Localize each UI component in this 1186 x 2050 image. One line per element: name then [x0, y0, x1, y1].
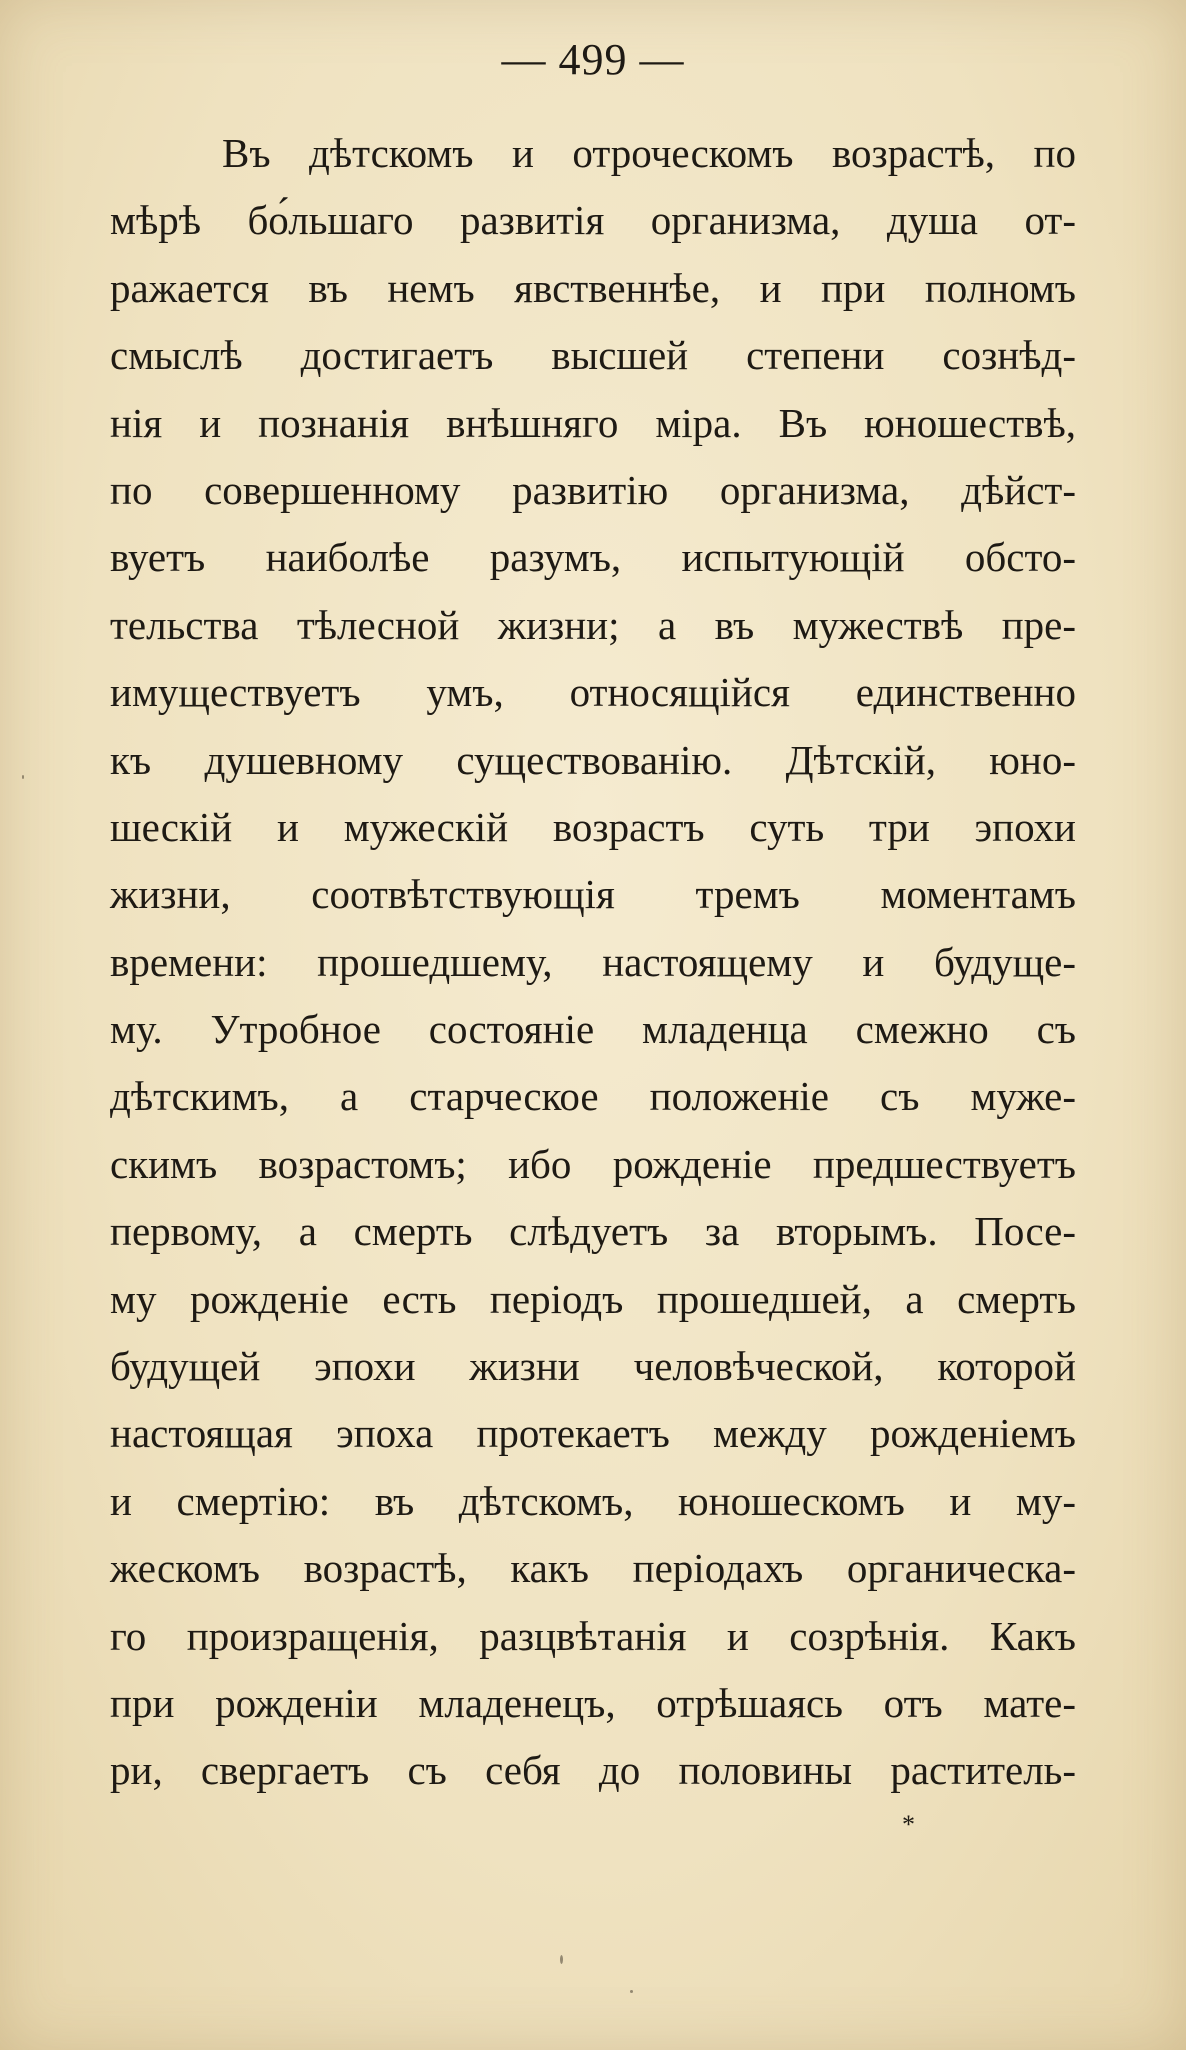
text-line: му. Утробное состояніе младенца смежно съ	[110, 1006, 1076, 1053]
text-line: жизни, соотвѣтствующія тремъ моментамъ	[110, 871, 1076, 918]
text-line: скимъ возрастомъ; ибо рожденіе предшествуетъ	[110, 1140, 1076, 1187]
text-line: дѣтскимъ, а старческое положеніе съ муже-	[110, 1073, 1076, 1120]
text-line: смыслѣ достигаетъ высшей степени сознѣд-	[110, 332, 1076, 379]
text-line: нія и познанія внѣшняго міра. Въ юношествѣ,	[110, 399, 1076, 446]
text-line: имуществуетъ умъ, относящійся единственно	[110, 669, 1076, 716]
text-line: и смертію: въ дѣтскомъ, юношескомъ и му-	[110, 1477, 1076, 1524]
paper-speck	[630, 1990, 633, 1993]
text-line: времени: прошедшему, настоящему и будуще-	[110, 938, 1076, 985]
text-line: мѣрѣ бо́льшаго развитія организма, душа от-	[110, 197, 1076, 244]
text-line: настоящая эпоха протекаетъ между рожденіемъ	[110, 1410, 1076, 1457]
text-line: му рожденіе есть періодъ прошедшей, а смерть	[110, 1275, 1076, 1322]
text-line: ри, свергаетъ съ себя до половины раститель-	[110, 1747, 1076, 1794]
text-line: ражается въ немъ явственнѣе, и при полномъ	[110, 264, 1076, 311]
text-line: къ душевному существованію. Дѣтскій, юно-	[110, 736, 1076, 783]
text-line: при рожденіи младенецъ, отрѣшаясь отъ мате-	[110, 1679, 1076, 1726]
paper-speck	[22, 775, 24, 779]
text-line: будущей эпохи жизни человѣческой, которой	[110, 1343, 1076, 1390]
signature-mark: *	[902, 1810, 915, 1839]
body-text	[110, 120, 1076, 1805]
text-line: первому, а смерть слѣдуетъ за вторымъ. Посе-	[110, 1208, 1076, 1255]
text-line: жескомъ возрастѣ, какъ періодахъ органическа-	[110, 1545, 1076, 1592]
text-line: шескій и мужескій возрастъ суть три эпохи	[110, 803, 1076, 850]
page-number: — 499 —	[501, 35, 685, 84]
text-line: тельства тѣлесной жизни; а въ мужествѣ пре-	[110, 601, 1076, 648]
paper-speck	[560, 1955, 563, 1964]
text-line: по совершенному развитію организма, дѣйст-	[110, 466, 1076, 513]
text-line: вуетъ наиболѣе разумъ, испытующій обсто-	[110, 534, 1076, 581]
text-line: го произращенія, разцвѣтанія и созрѣнія. Какъ	[110, 1612, 1076, 1659]
text-line: Въ дѣтскомъ и отроческомъ возрастѣ, по	[222, 130, 1076, 176]
